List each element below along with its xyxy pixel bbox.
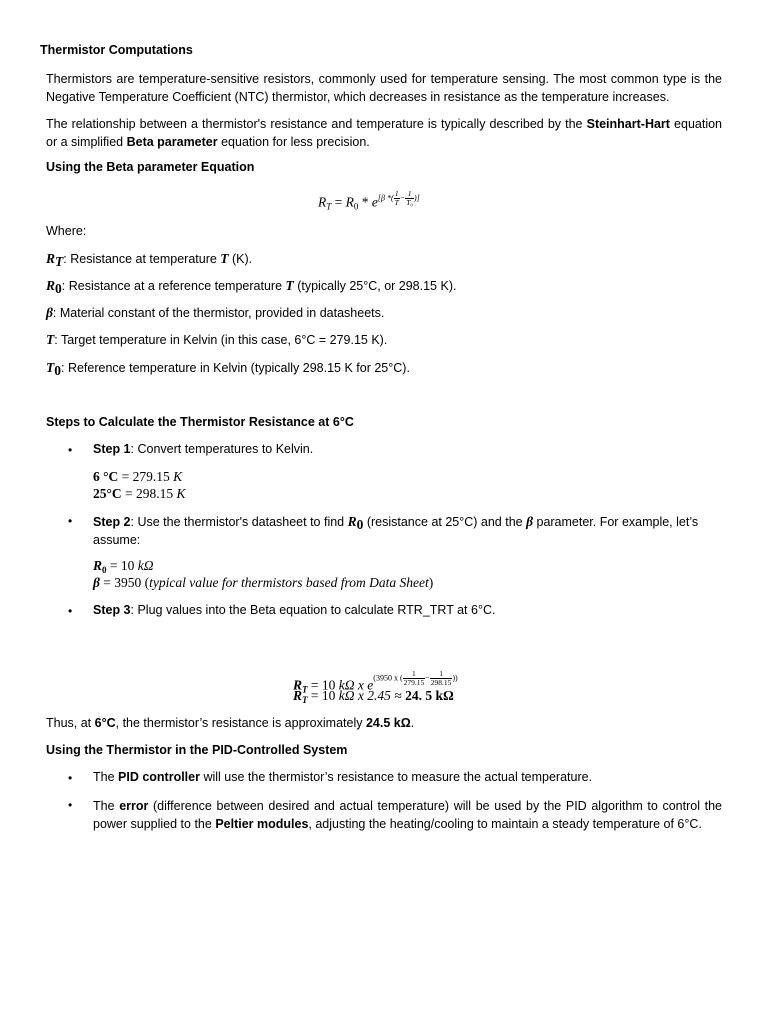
calc1-frac-2 (430, 670, 453, 687)
beta-eq-exp-close: )] (414, 193, 420, 203)
step1-bullet: • (68, 443, 73, 457)
step2-beta-line-val: = 3950 ( (99, 575, 150, 590)
step1-kelvin-25c (93, 486, 186, 502)
step1-25c-unit: K (176, 486, 186, 501)
def-t-symbol: T (46, 332, 55, 347)
pid-bullet-2-marker: • (68, 798, 73, 812)
intro-p2-before: The relationship between a thermistor's resistance and temperature is typically described by the (46, 117, 587, 131)
step1-25c: 25°C (93, 486, 122, 501)
step2-beta-value (93, 575, 433, 591)
step2-r0-line-symbol: R (93, 558, 103, 573)
thus-resistance: 24.5 kΩ (365, 716, 411, 730)
intro-p2-after: equation for less precision. (217, 135, 370, 149)
calc1-f2-den: 298.15 (430, 678, 452, 687)
step2-r0-line-val: = 10 (106, 558, 138, 573)
step2-beta-line-note: typical value for thermistors based from Data Sheet (149, 575, 429, 590)
thus-before: Thus, at (46, 716, 95, 730)
beta-eq-r0-sub: 0 (353, 201, 359, 212)
step2-r0-sub: 0 (356, 517, 364, 532)
calc1-rt: R (293, 677, 303, 693)
calc1-exp-close: )) (452, 673, 458, 683)
step2-r0-line-sub: 0 (102, 565, 107, 575)
def-rt-text-after: (K). (228, 252, 253, 266)
thus-middle: , the thermistor’s resistance is approximately (115, 716, 366, 730)
step2-r0-symbol: R (347, 514, 357, 529)
calc2-unit: kΩ (338, 688, 355, 703)
beta-eq-frac2-num: 1 (405, 190, 414, 199)
step1-text (93, 442, 313, 456)
def-beta-symbol: β (46, 305, 53, 320)
calc1-exponent (373, 670, 457, 687)
beta-eq-equals: = (331, 194, 346, 210)
step1-6c-unit: K (173, 469, 183, 484)
pid-b1-after: will use the thermistor’s resistance to measure the actual temperature. (199, 770, 593, 784)
calc1-unit: kΩ (338, 677, 355, 693)
pid-b1-bold: PID controller (118, 770, 200, 784)
step1-6c-rhs: = 279.15 (118, 469, 174, 484)
def-r0-text: : Resistance at a reference temperature (61, 279, 286, 293)
def-rt-text: : Resistance at temperature (63, 252, 221, 266)
pid-section-heading: Using the Thermistor in the PID-Controlled System (46, 743, 348, 757)
pid-b2-before: The (93, 799, 120, 813)
step3-text (93, 603, 495, 617)
def-rt-symbol: R (46, 251, 56, 266)
step1-6c: 6 °C (93, 469, 119, 484)
beta-eq-frac1-num: 1 (394, 189, 399, 198)
def-t0-symbol: T (46, 360, 55, 375)
calc1-e: e (367, 677, 374, 693)
pid-b2-middle: (difference between desired and actual temperature) will be used by the PID algorithm to control the power supplied to the (93, 799, 722, 831)
pid-bullet-1 (93, 770, 592, 784)
pid-b2-after: , adjusting the heating/cooling to maintain a steady temperature of 6°C. (308, 817, 702, 831)
definition-rt (46, 251, 252, 267)
beta-equation (318, 190, 420, 210)
intro-paragraph-2 (46, 115, 722, 151)
beta-eq-exponent (378, 190, 420, 207)
calc1-x: x (354, 677, 368, 693)
calc1-rt-sub: T (302, 684, 308, 695)
thus-temp: 6°C (94, 716, 116, 730)
step2-r0-line-unit: kΩ (137, 558, 154, 573)
pid-bullet-1-marker: • (68, 771, 73, 785)
intro-p2-middle: equation or a simplified (46, 117, 723, 149)
beta-eq-frac-2 (405, 190, 414, 207)
def-rt-sub: T (55, 254, 64, 269)
step1-description: : Convert temperatures to Kelvin. (130, 442, 314, 456)
definition-t0 (46, 360, 410, 376)
beta-eq-minus: − (399, 193, 406, 203)
step2-beta-line-close: ) (428, 575, 434, 590)
where-label: Where: (46, 224, 87, 238)
calc2-rt: R (293, 688, 303, 703)
pid-b2-bold: error (119, 799, 149, 813)
step3-bullet: • (68, 604, 73, 618)
steps-section-heading: Steps to Calculate the Thermistor Resistance at 6°C (46, 415, 354, 429)
beta-eq-frac1-den: T (394, 198, 399, 207)
def-r0-inline-symbol: T (285, 278, 294, 293)
calc1-minus: − (425, 673, 430, 683)
step2-text (93, 513, 722, 549)
step1-25c-rhs: = 298.15 (121, 486, 177, 501)
calc1-f1-num: 1 (403, 670, 426, 679)
step3-description: : Plug values into the Beta equation to calculate RTR_TRT at 6°C. (130, 603, 496, 617)
step2-bullet: • (68, 514, 73, 528)
step2-text-b: (resistance at 25°C) and the (363, 515, 527, 529)
conclusion-sentence (46, 716, 414, 730)
intro-p2-beta: Beta parameter (126, 135, 218, 149)
beta-eq-lhs: R (318, 194, 327, 210)
intro-p2-steinhart: Steinhart-Hart (586, 117, 670, 131)
def-r0-text-after: (typically 25°C, or 298.15 K). (293, 279, 457, 293)
definition-r0 (46, 278, 456, 294)
def-r0-sub: 0 (55, 281, 62, 296)
def-t0-sub: 0 (54, 363, 61, 378)
pid-b2-bold2: Peltier modules (215, 817, 309, 831)
step2-text-a: : Use the thermistor's datasheet to find (130, 515, 348, 529)
step2-r0-value (93, 558, 154, 574)
definition-t (46, 332, 387, 348)
def-t0-text: : Reference temperature in Kelvin (typically 298.15 K for 25°C). (61, 361, 410, 375)
beta-eq-exp-open: [β *( (377, 193, 394, 203)
step2-label: Step 2 (93, 515, 131, 529)
def-t-text: : Target temperature in Kelvin (in this case, 6°C = 279.15 K). (54, 333, 388, 347)
step2-text-c: parameter. For example, let’s assume: (93, 515, 699, 547)
calc1-f2-num: 1 (430, 670, 453, 679)
beta-eq-frac2-den: T₀ (406, 198, 414, 207)
calc1-f1-den: 279.15 (403, 678, 425, 687)
beta-eq-lhs-sub: T (326, 201, 332, 212)
step2-beta-symbol: β (526, 514, 534, 529)
calc2-result: 24. 5 kΩ (405, 688, 454, 703)
pid-b1-before: The (93, 770, 119, 784)
beta-eq-r0: R (345, 194, 354, 210)
calc-line-2 (293, 688, 454, 704)
pid-bullet-2 (93, 797, 722, 833)
calc1-frac-1 (403, 670, 426, 687)
calc2-rest: x 2.45 ≈ (354, 688, 406, 703)
step2-beta-line-symbol: β (93, 575, 100, 590)
beta-eq-e: e (371, 194, 378, 210)
def-beta-text: : Material constant of the thermistor, provided in datasheets. (52, 306, 385, 320)
thus-after: . (410, 716, 415, 730)
step3-label: Step 3 (93, 603, 131, 617)
beta-section-heading: Using the Beta parameter Equation (46, 160, 255, 174)
step1-kelvin-6c (93, 469, 182, 485)
calc2-rt-sub: T (302, 695, 308, 705)
def-r0-symbol: R (46, 278, 56, 293)
beta-eq-times: * (358, 194, 372, 210)
calc2-val: = 10 (307, 688, 339, 703)
def-rt-inline-symbol: T (220, 251, 229, 266)
calc1-exp-open: (3950 x ( (373, 673, 403, 683)
calc1-val: = 10 (307, 677, 339, 693)
definition-beta (46, 305, 384, 321)
document-title: Thermistor Computations (40, 43, 193, 57)
step1-label: Step 1 (93, 442, 131, 456)
intro-paragraph-1: Thermistors are temperature-sensitive resistors, commonly used for temperature sensing. The most common type is the Negative Temperature Coefficient (NTC) thermistor, which decreases in resistance as the temperature increases. (46, 72, 722, 104)
